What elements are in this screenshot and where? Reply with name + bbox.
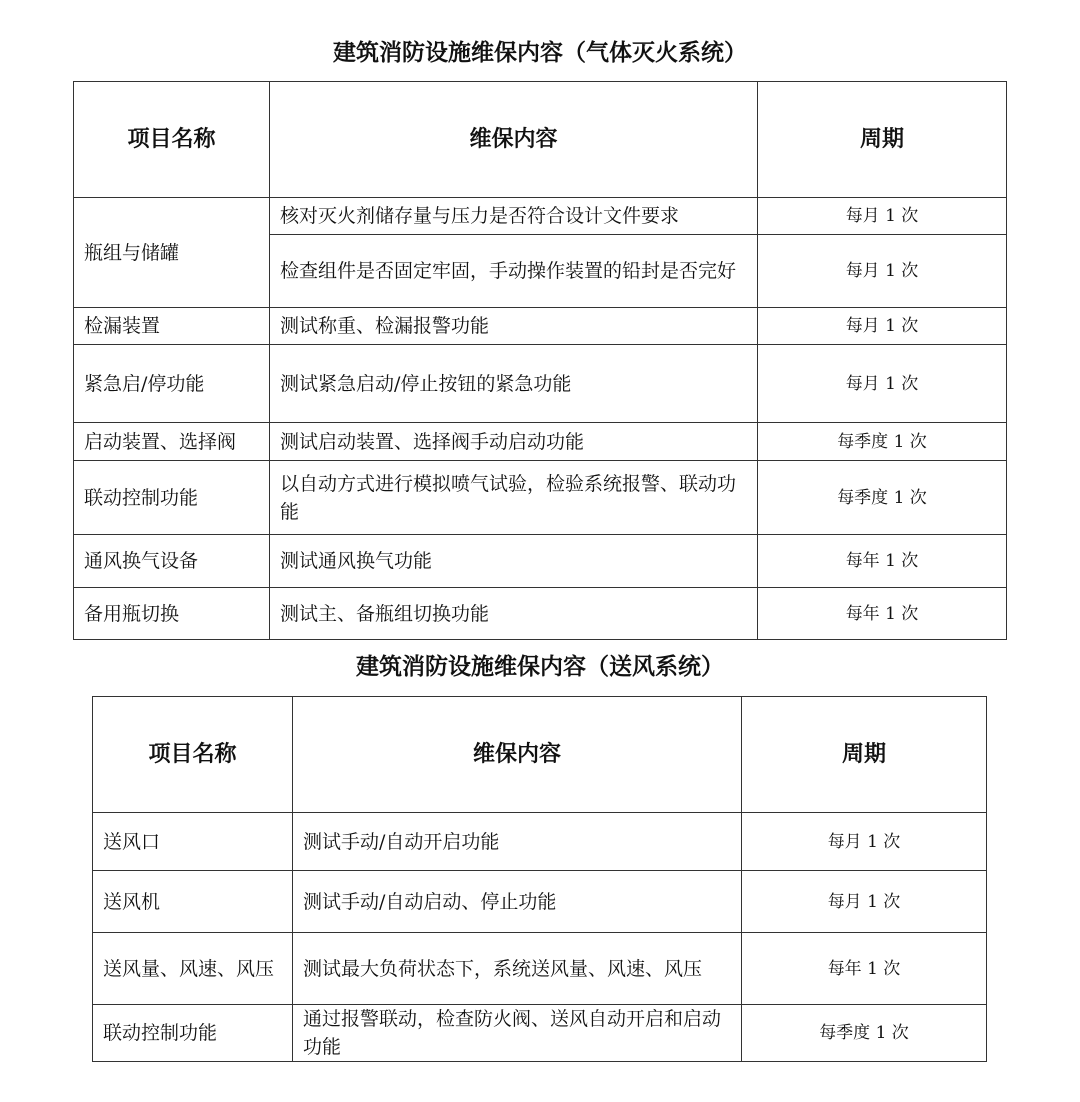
header-item-name: 项目名称 [93,697,293,813]
table-row [74,461,1007,535]
table-row [74,423,1007,461]
item-name-cell: 送风口 [93,813,293,871]
content-cell: 测试称重、检漏报警功能 [270,308,758,345]
cycle-cell: 每月 1 次 [742,813,987,871]
content-cell: 通过报警联动，检查防火阀、送风自动开启和启动功能 [293,1005,742,1062]
item-name-cell: 联动控制功能 [74,461,270,535]
cycle-cell: 每月 1 次 [742,871,987,933]
item-name-cell: 启动装置、选择阀 [74,423,270,461]
content-cell: 测试最大负荷状态下，系统送风量、风速、风压 [293,933,742,1005]
table-row [74,535,1007,588]
cycle-cell: 每月 1 次 [758,235,1007,308]
header-item-name: 项目名称 [74,82,270,198]
content-cell: 核对灭火剂储存量与压力是否符合设计文件要求 [270,198,758,235]
table-row [74,198,1007,235]
item-name-cell: 备用瓶切换 [74,588,270,640]
cycle-cell: 每月 1 次 [758,345,1007,423]
table-row [93,813,987,871]
item-name-cell: 瓶组与储罐 [74,198,270,308]
content-cell: 测试主、备瓶组切换功能 [270,588,758,640]
cycle-cell: 每季度 1 次 [742,1005,987,1062]
cycle-cell: 每年 1 次 [742,933,987,1005]
content-cell: 检查组件是否固定牢固，手动操作装置的铅封是否完好 [270,235,758,308]
cycle-cell: 每季度 1 次 [758,461,1007,535]
cycle-cell: 每月 1 次 [758,198,1007,235]
content-cell: 测试通风换气功能 [270,535,758,588]
table-row [93,871,987,933]
table-header-row [74,82,1007,198]
item-name-cell: 紧急启/停功能 [74,345,270,423]
table-row [93,1005,987,1062]
content-cell: 以自动方式进行模拟喷气试验，检验系统报警、联动功能 [270,461,758,535]
cycle-cell: 每年 1 次 [758,588,1007,640]
cycle-cell: 每季度 1 次 [758,423,1007,461]
content-cell: 测试启动装置、选择阀手动启动功能 [270,423,758,461]
item-name-cell: 送风量、风速、风压 [93,933,293,1005]
table-header-row [93,697,987,813]
table-row [74,308,1007,345]
item-name-cell: 联动控制功能 [93,1005,293,1062]
gas-fire-extinguishing-table [73,81,1007,640]
table-row [93,933,987,1005]
table2-title: 建筑消防设施维保内容（送风系统） [356,654,724,680]
header-cycle: 周期 [742,697,987,813]
content-cell: 测试紧急启动/停止按钮的紧急功能 [270,345,758,423]
content-cell: 测试手动/自动启动、停止功能 [293,871,742,933]
header-content: 维保内容 [293,697,742,813]
header-cycle: 周期 [758,82,1007,198]
cycle-cell: 每月 1 次 [758,308,1007,345]
air-supply-system-table [92,696,987,1062]
item-name-cell: 送风机 [93,871,293,933]
cycle-cell: 每年 1 次 [758,535,1007,588]
content-cell: 测试手动/自动开启功能 [293,813,742,871]
table-row [74,588,1007,640]
header-content: 维保内容 [270,82,758,198]
item-name-cell: 检漏装置 [74,308,270,345]
item-name-cell: 通风换气设备 [74,535,270,588]
table-row [74,345,1007,423]
table1-title: 建筑消防设施维保内容（气体灭火系统） [333,40,747,66]
